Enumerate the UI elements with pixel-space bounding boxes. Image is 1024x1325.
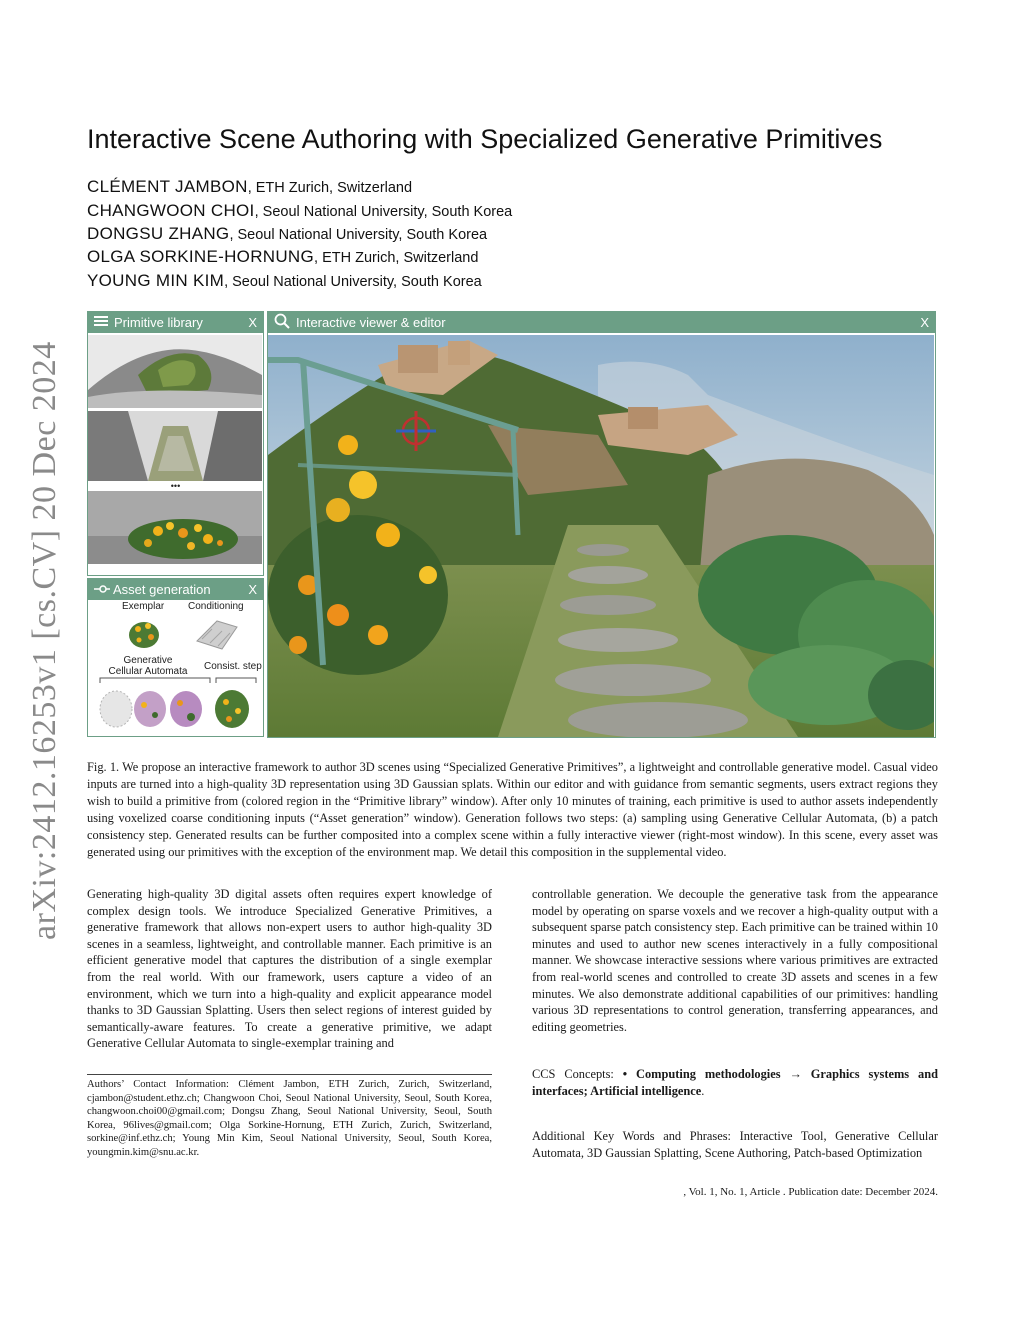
viewer-canvas-scene[interactable] — [268, 335, 934, 737]
abstract-left-column — [87, 886, 492, 1052]
close-icon[interactable]: X — [920, 315, 929, 330]
author-name: CHANGWOON CHOI — [87, 201, 255, 220]
close-icon[interactable]: X — [248, 582, 257, 597]
author-line — [87, 201, 512, 221]
keywords: Additional Key Words and Phrases: Interactive Tool, Generative Cellular Automata, 3D Gaussian Splatting, Scene Authoring, Patch-based Optimization — [532, 1129, 938, 1160]
author-line — [87, 247, 478, 267]
ccs-text: • Computing methodologies → Graphics systems and interfaces; Artificial intelligence — [532, 1067, 938, 1098]
asset-generation-titlebar — [88, 579, 263, 600]
ccs-end: . — [701, 1083, 705, 1098]
conditioning-voxels — [192, 613, 242, 653]
author-affiliation: , Seoul National University, South Korea — [254, 204, 513, 220]
author-name: CLÉMENT JAMBON — [87, 177, 248, 196]
abstract-paragraph: Generating high-quality 3D digital assets often requires expert knowledge of complex design tools. We introduce Specialized Generative Primitives, a generative framework that allows non-expert users to author high-quality 3D scenes in a seamless, lightweight, and controllable manner. Each primitive is an efficient generative model that captures the distribution of a single exemplar from the real world. With our framework, users capture a video of an environment, which we turn into a high-quality and explicit appearance model thanks to 3D Gaussian Splatting. Users then select regions of interest guided by semantically-aware features. To create a generative primitive, we adapt Generative Cellular Automata to single-exemplar training and — [87, 887, 492, 1051]
gca-label: Generative Cellular Automata — [108, 655, 188, 677]
library-ellipsis: ••• — [170, 481, 181, 491]
primitive-library-titlebar — [88, 312, 263, 333]
author-contact-footnote: Authors’ Contact Information: Clément Jambon, ETH Zurich, Zurich, Switzerland, cjambon@student.ethz.ch; Changwoon Choi, Seoul National University, Seoul, South Korea, changwoon.choi00@gmail.com; Dongsu Zhang, Seoul National University, Seoul, South Korea, 96lives@gmail.com; Olga Sorkine-Hornung, ETH Zurich, Zurich, Switzerland, sorkine@inf.ethz.ch; Young Min Kim, Seoul National University, Seoul, South Korea, youngmin.kim@snu.ac.kr. — [87, 1079, 492, 1158]
ccs-label: CCS Concepts: — [532, 1067, 623, 1081]
asset-generation-title: Asset generation — [113, 582, 211, 597]
author-affiliation: , ETH Zurich, Switzerland — [247, 180, 413, 196]
footnote-rule — [87, 1074, 492, 1075]
author-affiliation: , ETH Zurich, Switzerland — [314, 250, 479, 266]
exemplar-thumbnail — [124, 615, 164, 651]
author-line — [87, 271, 482, 291]
search-icon — [274, 313, 292, 332]
generate-icon — [94, 582, 110, 597]
author-line — [87, 177, 412, 197]
author-affiliation: , Seoul National University, South Korea — [229, 227, 488, 243]
ccs-concepts — [532, 1066, 938, 1099]
asset-generation-panel — [87, 578, 264, 737]
viewer-titlebar — [268, 312, 935, 333]
consist-step-label: Consist. step — [204, 661, 262, 672]
arxiv-stamp: arXiv:2412.16253v1 [cs.CV] 20 Dec 2024 — [26, 341, 63, 940]
paper-title: Interactive Scene Authoring with Specialized Generative Primitives — [87, 124, 883, 154]
primitive-library-title: Primitive library — [114, 315, 203, 330]
exemplar-label: Exemplar — [122, 601, 165, 612]
author-line — [87, 224, 487, 244]
author-name: OLGA SORKINE-HORNUNG — [87, 247, 315, 266]
viewer-title: Interactive viewer & editor — [296, 315, 446, 330]
abstract-right-column — [532, 886, 938, 1035]
author-name: DONGSU ZHANG — [87, 224, 230, 243]
interactive-viewer-panel — [267, 311, 936, 738]
publication-info: , Vol. 1, No. 1, Article . Publication date: December 2024. — [683, 1186, 938, 1198]
close-icon[interactable]: X — [248, 315, 257, 330]
abstract-paragraph: controllable generation. We decouple the generative task from the appearance model by operating on sparse voxels and we recover a high-quality output with a subsequent sparse patch consistency step. Each primitive can be trained within 10 minutes and used to author new scenes interactively in a fully compositional manner. We showcase interactive sessions where various primitives are extracted from real-world scenes and controlled to create 3D assets and scenes in a few minutes. We also demonstrate additional capabilities of our primitives: handling various 3D representations to control generation, transferring appearances, and editing geometries. — [532, 887, 938, 1034]
generation-steps-strip — [92, 675, 262, 735]
conditioning-label: Conditioning — [188, 601, 244, 612]
menu-icon — [94, 315, 108, 330]
library-thumbnail-flowers[interactable] — [88, 491, 262, 564]
primitive-library-panel — [87, 311, 264, 576]
figure-caption: Fig. 1. We propose an interactive framework to author 3D scenes using “Specialized Generative Primitives”, a lightweight and controllable generative model. Casual video inputs are turned into a high-quality 3D representation using 3D Gaussian splats. Within our editor and with guidance from semantic segments, users extract regions they wish to build a primitive from (colored region in the “Primitive library” window). After only 10 minutes of training, each primitive is used to author assets independently using voxelized coarse conditioning inputs (“Asset generation” window). Generation follows two steps: (a) sampling using Generative Cellular Automata, (b) a patch consistency step. Generated results can be further composited into a complex scene within a fully interactive viewer (right-most window). In this scene, every asset was generated using our primitives with the exception of the environment map. We detail this composition in the supplemental video. — [87, 760, 938, 859]
author-affiliation: , Seoul National University, South Korea — [224, 274, 482, 290]
library-thumbnail-path[interactable] — [88, 411, 262, 481]
library-thumbnail-hill[interactable] — [88, 335, 262, 408]
author-name: YOUNG MIN KIM — [87, 271, 225, 290]
